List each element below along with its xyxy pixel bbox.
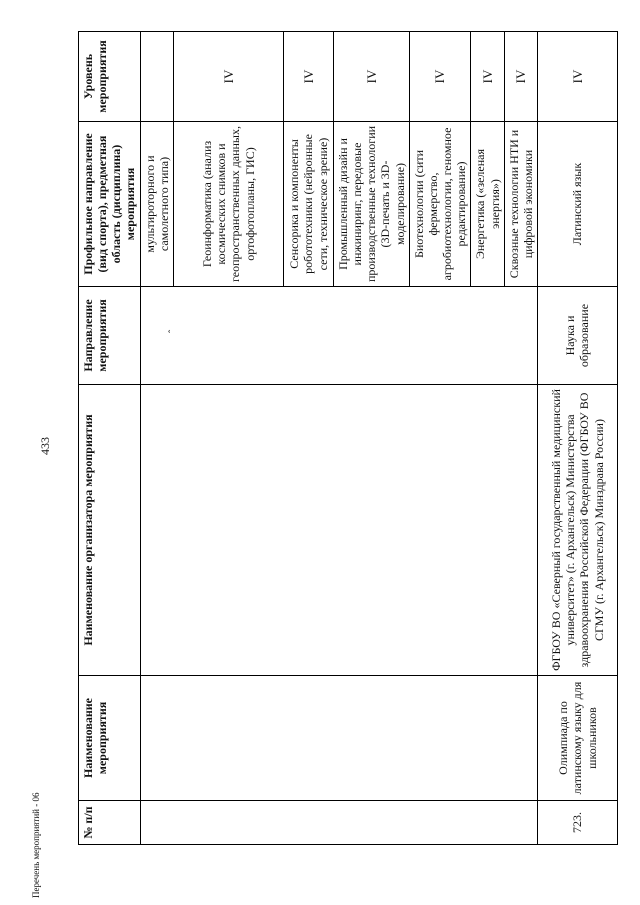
header-direction: Направление мероприятия <box>79 287 141 385</box>
level-cell: IV <box>504 32 537 122</box>
level-cell <box>140 32 173 122</box>
events-table <box>78 31 618 845</box>
level-cell: IV <box>409 32 471 122</box>
level-cell: IV <box>173 32 283 122</box>
row-organizer: ФГБОУ ВО «Северный государственный медицинский университет» (г. Архангельск) Министерства здравоохранения Российской Федерации (ФГБОУ ВО СГМУ (г. Архангельск) Минздрава России) <box>537 385 617 676</box>
continued-num-cell <box>140 801 537 845</box>
continued-organizer-cell <box>140 385 537 676</box>
table-viewport <box>78 32 606 845</box>
profile-cell: Промышленный дизайн и инжиниринг, передовые производственные технологии (3D-печать и 3D-моделирование) <box>333 122 409 287</box>
row-level: IV <box>537 32 617 122</box>
profile-cell: Геоинформатика (анализ космических снимков и геопространственных данных, ортофотопланы, ГИС) <box>173 122 283 287</box>
page-number: 433 <box>38 437 52 455</box>
row-num: 723. <box>537 801 617 845</box>
page-footer: Перечень мероприятий - 06 <box>31 792 41 898</box>
header-num: № п/п <box>79 801 141 845</box>
profile-cell: Биотехнологии (сити фермерство, агробиотехнологии, геномное редактирование) <box>409 122 471 287</box>
continued-event-cell <box>140 676 537 801</box>
header-event-name: Наименование мероприятия <box>79 676 141 801</box>
header-row <box>79 32 141 845</box>
stray-mark: ˆ <box>168 329 180 334</box>
row-direction: Наука и образование <box>537 287 617 385</box>
profile-cell: Энергетика («зеленая энергия») <box>471 122 504 287</box>
row-event-name: Олимпиада по латинскому языку для школьников <box>537 676 617 801</box>
level-cell: IV <box>333 32 409 122</box>
header-level: Уровень мероприятия <box>79 32 141 122</box>
level-cell: IV <box>471 32 504 122</box>
table-row-723 <box>537 32 617 845</box>
profile-cell: Сквозные технологии НТИ и цифровой экономики <box>504 122 537 287</box>
row-profile: Латинский язык <box>537 122 617 287</box>
table-row <box>140 32 173 845</box>
profile-cell: мультироторного и самолетного типа) <box>140 122 173 287</box>
profile-cell: Сенсорика и компоненты робототехники (нейронные сети, техническое зрение) <box>283 122 333 287</box>
rotated-table-container <box>78 32 606 845</box>
header-organizer: Наименование организатора мероприятия <box>79 385 141 676</box>
continued-direction-cell <box>140 287 537 385</box>
level-cell: IV <box>283 32 333 122</box>
header-profile: Профильное направление (вид спорта), предметная область (дисциплина) мероприятия <box>79 122 141 287</box>
